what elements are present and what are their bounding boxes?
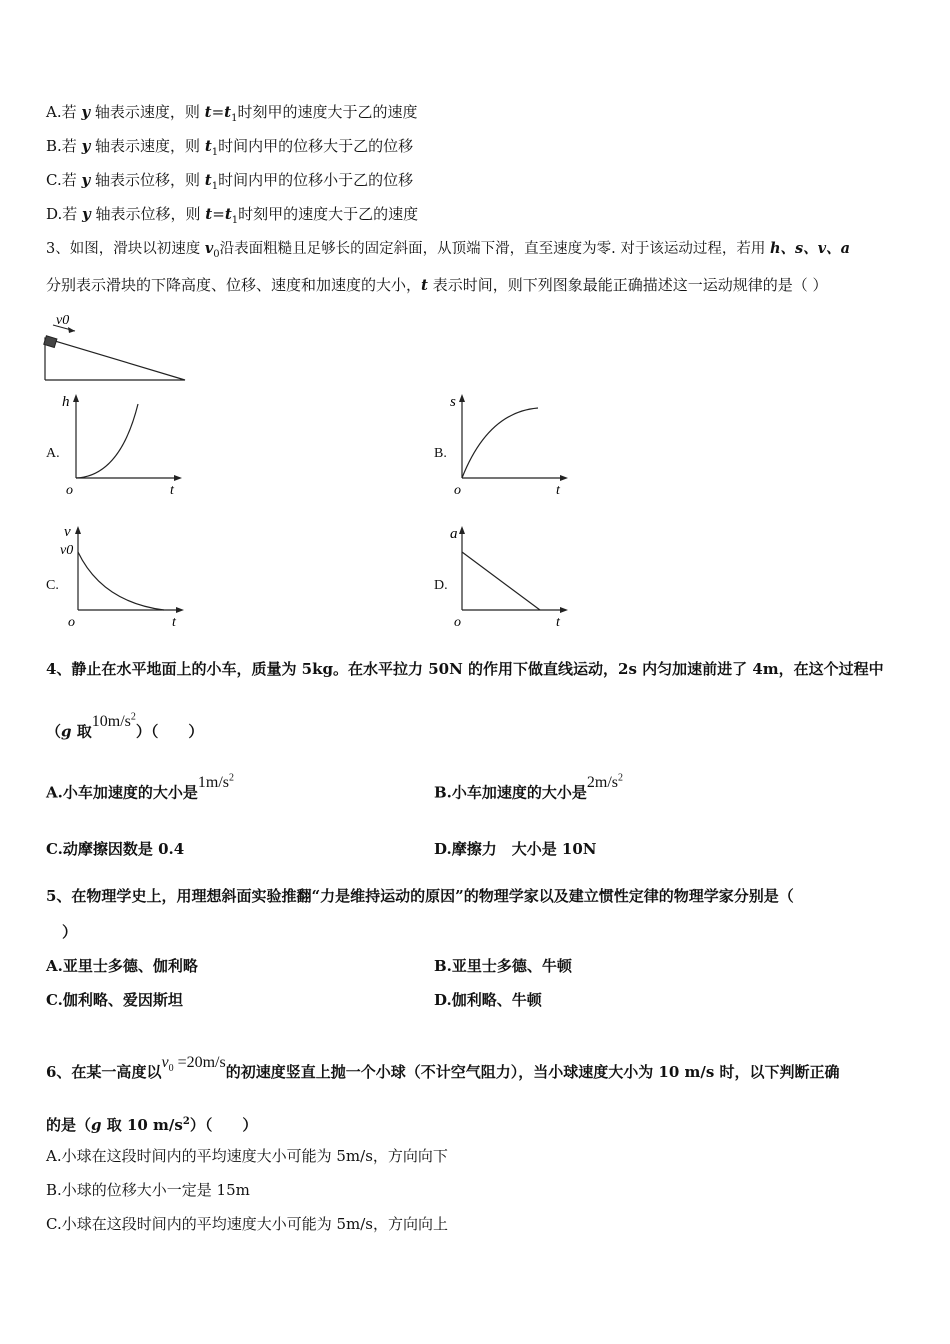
q3-stem-t: t: [421, 276, 428, 294]
q4-option-a-formula: [198, 774, 234, 791]
q2-option-d-var: y: [82, 205, 91, 223]
graph-b-origin: o: [454, 483, 461, 498]
q3-stem-text-b: 沿表面粗糙且足够长的固定斜面，从顶端下滑，直至速度为零. 对于该运动过程，若用: [219, 241, 770, 257]
q3-stem-v0-sub: 0: [213, 248, 220, 260]
q4-stem: 4、静止在水平地面上的小车，质量为 5kg。在水平拉力 50N 的作用下做直线运动，2s 内匀加速前进了 4m，在这个过程中: [46, 660, 884, 678]
graph-c-x-label: t: [172, 615, 176, 630]
q2-option-b-t1: t: [204, 137, 212, 155]
q5-stem: 5、在物理学史上，用理想斜面实验推翻“力是维持运动的原因”的物理学家以及建立惯性定律的物理学家分别是（: [46, 887, 794, 905]
q6-v0-value: =20m/s: [173, 1054, 226, 1071]
graph-c-v0-label: v0: [60, 543, 74, 558]
q6-v0-formula: [161, 1054, 226, 1075]
q3-stem-text-c: 分别表示滑块的下降高度、位移、速度和加速度的大小，: [46, 276, 422, 294]
q2-option-c-t1: t: [204, 171, 212, 189]
q4-option-c: C.动摩擦因数是 0.4: [46, 840, 185, 858]
q3-stem-text-d: 表示时间，则下列图象最能正确描述这一运动规律的是（ ）: [427, 276, 828, 294]
q2-option-d-eq: =: [212, 205, 225, 223]
q6-v0-sub: 0: [168, 1063, 174, 1075]
q2-option-b-var: y: [81, 137, 91, 155]
q2-option-d-t1: t: [224, 205, 232, 223]
q3-stem-line1: [46, 239, 850, 265]
q2-option-b-prefix: B.若: [46, 137, 82, 155]
q2-option-d-text: 时刻甲的速度大于乙的速度: [238, 205, 419, 223]
graph-d-y-label: a: [450, 526, 458, 542]
q2-option-d: [46, 204, 418, 231]
graph-d-y-arrow: [459, 526, 465, 534]
q6-g-var: g: [91, 1116, 102, 1134]
q4-option-a-value: 1m/s: [197, 774, 229, 792]
q6-option-c: C.小球在这段时间内的平均速度大小可能为 5m/s，方向向上: [46, 1215, 448, 1233]
q2-option-a-t1: t: [224, 103, 232, 121]
q4-g-mid: 取: [71, 722, 92, 741]
graph-a: [60, 390, 190, 500]
q2-option-c-mid: 轴表示位移，则: [90, 171, 205, 189]
graph-d-label: D.: [434, 578, 448, 593]
q5-option-b: B.亚里士多德、牛顿: [434, 957, 572, 975]
q2-option-d-mid: 轴表示位移，则: [90, 205, 206, 223]
incline-v0-label: v0: [56, 313, 70, 328]
graph-d-x-arrow: [560, 607, 568, 613]
q2-option-d-t: t: [205, 205, 213, 223]
q6-stem-line1: [46, 1054, 840, 1089]
q5-option-c: C.伽利略、爱因斯坦: [46, 991, 183, 1009]
graph-b-x-label: t: [556, 483, 560, 498]
graph-b-curve: [462, 408, 538, 478]
q4-option-b-value: 2m/s: [586, 774, 619, 792]
graph-c-origin: o: [68, 615, 75, 630]
graph-c-curve: [78, 552, 164, 610]
q6-stem-close: ）（ ）: [189, 1116, 258, 1134]
incline-diagram: [40, 308, 200, 388]
q4-option-a: [46, 773, 234, 803]
q2-option-a-eq: =: [211, 103, 225, 121]
q4-g-var: g: [61, 722, 72, 741]
q4-option-a-text: A.小车加速度的大小是: [46, 783, 198, 802]
q4-option-b: [434, 773, 624, 803]
q5-stem-close: ）: [62, 923, 78, 941]
q5-option-a: A.亚里士多德、伽利略: [46, 957, 198, 975]
graph-c-label: C.: [46, 578, 59, 593]
q6-option-a: A.小球在这段时间内的平均速度大小可能为 5m/s，方向向下: [46, 1147, 448, 1165]
q3-stem-v0: v: [204, 240, 214, 257]
graph-d: [446, 522, 576, 632]
q2-option-a-t1sub: 1: [231, 113, 238, 124]
graph-c: [58, 522, 188, 632]
q6-g-exp: 2: [182, 1116, 190, 1127]
q2-option-c-text: 时间内甲的位移小于乙的位移: [218, 171, 414, 189]
graph-b: [446, 390, 576, 500]
graph-b-label: B.: [434, 446, 447, 461]
q6-g-value: 取 10 m/s: [101, 1116, 183, 1134]
graph-d-x-label: t: [556, 615, 560, 630]
q4-g-value: [92, 713, 136, 730]
q4-option-d: D.摩擦力 大小是 10N: [434, 840, 597, 858]
q2-option-a-t: t: [204, 103, 212, 121]
q5-option-d: D.伽利略、牛顿: [434, 991, 542, 1009]
q4-option-a-exp: 2: [229, 773, 234, 784]
graph-d-origin: o: [454, 615, 461, 630]
q4-g-line: [46, 712, 204, 742]
q2-option-b-t1sub: 1: [211, 147, 219, 158]
q2-option-b-mid: 轴表示速度，则: [90, 137, 205, 155]
graph-b-x-arrow: [560, 475, 568, 481]
graph-b-y-label: s: [450, 394, 456, 410]
incline-triangle: [45, 338, 185, 380]
graph-a-label: A.: [46, 446, 60, 461]
q4-g-exp: 2: [130, 712, 136, 723]
slider-block: [44, 336, 57, 348]
q6-stem-line2: [46, 1112, 257, 1135]
graph-c-x-arrow: [176, 607, 184, 613]
q3-stem-line2: [46, 275, 828, 295]
q3-stem-vars: h、s、v、a: [769, 240, 851, 257]
graph-a-origin: o: [66, 483, 73, 498]
q6-stem-text-b: 的初速度竖直上抛一个小球（不计空气阻力），当小球速度大小为 10 m/s 时，以下判断正确: [225, 1063, 840, 1081]
q4-option-b-formula: [587, 774, 623, 791]
q6-option-b: B.小球的位移大小一定是 15m: [46, 1181, 250, 1199]
q2-option-d-t1sub: 1: [231, 215, 239, 226]
q2-option-d-prefix: D.若: [46, 205, 83, 223]
graph-c-y-label: v: [64, 524, 71, 540]
graph-a-x-arrow: [174, 475, 182, 481]
q2-option-a-mid: 轴表示速度，则: [90, 103, 205, 121]
q6-stem-text-c: 的是（: [46, 1116, 92, 1134]
graph-d-line: [462, 552, 540, 610]
q4-g-value-text: 10m/s: [91, 713, 131, 731]
q2-option-a-var: y: [81, 103, 91, 121]
q2-option-c-var: y: [81, 171, 91, 189]
q3-stem-text-a: 3、如图，滑块以初速度: [46, 241, 205, 257]
q2-option-c-t1sub: 1: [211, 181, 219, 192]
graph-a-y-arrow: [73, 394, 79, 402]
q2-option-a-prefix: A.若: [46, 103, 82, 121]
q2-option-a-text: 时刻甲的速度大于乙的速度: [237, 103, 418, 121]
q2-option-c-prefix: C.若: [46, 171, 82, 189]
graph-a-x-label: t: [170, 483, 174, 498]
q4-g-close: ）（ ）: [135, 722, 204, 741]
q2-option-a: [46, 102, 417, 129]
q4-option-b-exp: 2: [618, 773, 624, 784]
q2-option-b-text: 时间内甲的位移大于乙的位移: [218, 137, 414, 155]
q4-g-open: （: [46, 722, 62, 741]
q2-option-c: [46, 170, 413, 197]
q4-option-b-text: B.小车加速度的大小是: [434, 783, 587, 802]
q2-option-b: [46, 136, 413, 163]
graph-a-curve: [76, 404, 138, 478]
q6-v0-var: v: [161, 1054, 169, 1071]
graph-b-y-arrow: [459, 394, 465, 402]
graph-a-y-label: h: [62, 394, 70, 410]
graph-c-y-arrow: [75, 526, 81, 534]
q6-stem-text-a: 6、在某一高度以: [46, 1063, 162, 1081]
